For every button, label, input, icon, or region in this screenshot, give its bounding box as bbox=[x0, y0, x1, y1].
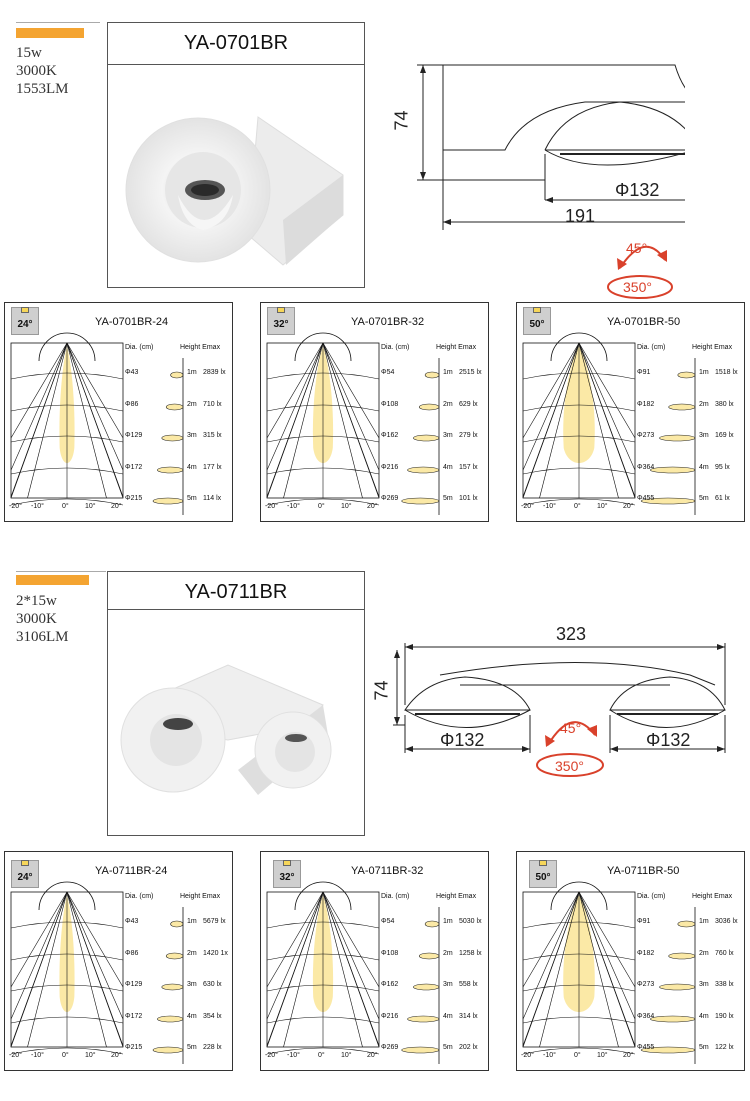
row-diameter: Φ455 bbox=[637, 495, 655, 502]
spot-ellipse bbox=[153, 498, 183, 504]
row-lux: 3036 lx bbox=[715, 918, 738, 925]
row-lux: 101 lx bbox=[459, 495, 478, 502]
row-diameter: Φ162 bbox=[381, 432, 399, 439]
polar-diagram bbox=[5, 303, 234, 523]
product-photo bbox=[108, 610, 364, 834]
axis-tick-label: -20° bbox=[265, 503, 278, 510]
tilt-angle-label: 45° bbox=[626, 240, 648, 256]
polar-diagram bbox=[5, 852, 234, 1072]
row-lux: 380 lx bbox=[715, 401, 734, 408]
polar-diagram bbox=[261, 303, 490, 523]
axis-tick-label: 20° bbox=[623, 1052, 634, 1059]
row-diameter: Φ215 bbox=[125, 1044, 143, 1051]
panel-title: YA-0701BR-24 bbox=[95, 316, 169, 328]
row-height: 4m bbox=[443, 1013, 453, 1020]
rotation-angle-label: 350° bbox=[623, 279, 652, 295]
spot-ellipse bbox=[413, 435, 439, 441]
row-lux: 177 lx bbox=[203, 464, 222, 471]
model-title: YA-0701BR bbox=[183, 32, 289, 54]
row-diameter: Φ273 bbox=[637, 981, 655, 988]
axis-tick-label: 0° bbox=[574, 1052, 581, 1059]
row-diameter: Φ269 bbox=[381, 1044, 399, 1051]
axis-tick-label: 10° bbox=[85, 503, 96, 510]
spec-power: 15w bbox=[16, 45, 42, 61]
row-diameter: Φ54 bbox=[381, 369, 395, 376]
axis-tick-label: 0° bbox=[318, 503, 325, 510]
row-lux: 1518 lx bbox=[715, 369, 738, 376]
beam-panel bbox=[4, 302, 233, 522]
beam-angle: 32° bbox=[279, 872, 295, 883]
dim-length: 323 bbox=[556, 624, 587, 644]
spot-ellipse bbox=[660, 435, 696, 441]
dim-diameter-left: Φ132 bbox=[440, 730, 485, 750]
dim-diameter: Φ132 bbox=[615, 180, 660, 200]
radial-line bbox=[67, 343, 123, 497]
height-header: Height Emax bbox=[180, 344, 221, 351]
row-diameter: Φ43 bbox=[125, 369, 139, 376]
accent-bar bbox=[16, 575, 89, 585]
height-header: Height Emax bbox=[692, 893, 733, 900]
row-height: 3m bbox=[699, 432, 709, 439]
radial-line bbox=[11, 343, 67, 498]
axis-tick-label: 20° bbox=[111, 1052, 122, 1059]
axis-tick-label: 10° bbox=[85, 1052, 96, 1059]
spot-ellipse bbox=[166, 953, 183, 959]
model-title: YA-0711BR bbox=[184, 581, 288, 603]
spot-ellipse bbox=[402, 1047, 439, 1053]
row-lux: 629 lx bbox=[459, 401, 478, 408]
row-diameter: Φ108 bbox=[381, 950, 399, 957]
axis-tick-label: -20° bbox=[265, 1052, 278, 1059]
row-diameter: Φ43 bbox=[125, 918, 139, 925]
row-lux: 122 lx bbox=[715, 1044, 734, 1051]
row-diameter: Φ364 bbox=[637, 1013, 655, 1020]
row-height: 3m bbox=[699, 981, 709, 988]
spot-ellipse bbox=[171, 921, 183, 927]
row-lux: 630 lx bbox=[203, 981, 222, 988]
row-height: 5m bbox=[187, 1044, 197, 1051]
beam-panel bbox=[516, 851, 745, 1071]
polar-diagram bbox=[517, 852, 746, 1072]
spot-ellipse bbox=[678, 921, 695, 927]
row-diameter: Φ182 bbox=[637, 950, 655, 957]
beam-panel bbox=[260, 302, 489, 522]
spec-lumen: 1553LM bbox=[16, 81, 69, 97]
spot-ellipse bbox=[678, 372, 695, 378]
panel-title: YA-0701BR-32 bbox=[351, 316, 425, 328]
row-height: 3m bbox=[443, 981, 453, 988]
beam-panel bbox=[516, 302, 745, 522]
spot-ellipse bbox=[166, 404, 183, 410]
row-height: 4m bbox=[187, 464, 197, 471]
row-height: 1m bbox=[699, 918, 709, 925]
beam-angle: 24° bbox=[17, 872, 33, 883]
dia-header: Dia. (cm) bbox=[381, 893, 410, 900]
dia-header: Dia. (cm) bbox=[125, 893, 154, 900]
polar-diagram bbox=[261, 852, 490, 1072]
spot-ellipse bbox=[162, 435, 183, 441]
row-lux: 558 lx bbox=[459, 981, 478, 988]
product-photo-box bbox=[107, 571, 365, 836]
axis-tick-label: -10° bbox=[287, 503, 300, 510]
accent-bar bbox=[16, 28, 84, 38]
axis-tick-label: -20° bbox=[9, 503, 22, 510]
axis-tick-label: -20° bbox=[521, 503, 534, 510]
row-height: 5m bbox=[187, 495, 197, 502]
beam-angle: 32° bbox=[273, 319, 289, 330]
spot-ellipse bbox=[171, 372, 183, 378]
dia-header: Dia. (cm) bbox=[637, 344, 666, 351]
row-lux: 314 lx bbox=[459, 1013, 478, 1020]
spot-ellipse bbox=[669, 953, 695, 959]
radial-line bbox=[67, 892, 123, 1046]
axis-tick-label: -20° bbox=[521, 1052, 534, 1059]
row-height: 2m bbox=[699, 401, 709, 408]
product-photo-box bbox=[107, 22, 365, 288]
spot-ellipse bbox=[660, 984, 696, 990]
row-diameter: Φ54 bbox=[381, 918, 395, 925]
axis-tick-label: 10° bbox=[341, 1052, 352, 1059]
height-header: Height Emax bbox=[692, 344, 733, 351]
beam-angle: 50° bbox=[529, 319, 545, 330]
panel-title: YA-0711BR-24 bbox=[95, 865, 168, 877]
row-diameter: Φ108 bbox=[381, 401, 399, 408]
row-lux: 95 lx bbox=[715, 464, 730, 471]
row-diameter: Φ182 bbox=[637, 401, 655, 408]
radial-line bbox=[11, 892, 67, 1047]
axis-tick-label: -20° bbox=[9, 1052, 22, 1059]
row-diameter: Φ216 bbox=[381, 1013, 399, 1020]
row-lux: 315 lx bbox=[203, 432, 222, 439]
spot-ellipse bbox=[413, 984, 439, 990]
axis-tick-label: 20° bbox=[623, 503, 634, 510]
height-header: Height Emax bbox=[436, 344, 477, 351]
spec-power: 2*15w bbox=[16, 593, 57, 609]
spec-list bbox=[16, 44, 69, 98]
spec-color-temp: 3000K bbox=[16, 63, 57, 79]
row-diameter: Φ216 bbox=[381, 464, 399, 471]
row-diameter: Φ215 bbox=[125, 495, 143, 502]
dim-height: 74 bbox=[371, 680, 392, 701]
row-height: 2m bbox=[443, 401, 453, 408]
beam-panel bbox=[4, 851, 233, 1071]
row-height: 2m bbox=[699, 950, 709, 957]
row-diameter: Φ455 bbox=[637, 1044, 655, 1051]
row-lux: 2515 lx bbox=[459, 369, 482, 376]
accent-line bbox=[16, 22, 100, 23]
beam-angle: 24° bbox=[17, 319, 33, 330]
row-lux: 228 lx bbox=[203, 1044, 222, 1051]
row-diameter: Φ129 bbox=[125, 432, 143, 439]
axis-tick-label: -10° bbox=[543, 503, 556, 510]
dia-header: Dia. (cm) bbox=[381, 344, 410, 351]
spot-ellipse bbox=[157, 467, 183, 473]
row-lux: 114 lx bbox=[203, 495, 222, 502]
dim-height: 74 bbox=[391, 110, 412, 131]
row-height: 3m bbox=[187, 432, 197, 439]
spot-ellipse bbox=[408, 467, 439, 473]
spot-ellipse bbox=[669, 404, 695, 410]
row-height: 1m bbox=[699, 369, 709, 376]
dia-header: Dia. (cm) bbox=[637, 893, 666, 900]
axis-tick-label: 0° bbox=[574, 503, 581, 510]
spot-ellipse bbox=[162, 984, 183, 990]
row-diameter: Φ364 bbox=[637, 464, 655, 471]
row-lux: 5679 lx bbox=[203, 918, 226, 925]
axis-tick-label: 10° bbox=[341, 503, 352, 510]
spot-ellipse bbox=[153, 1047, 183, 1053]
spot-ellipse bbox=[650, 1016, 695, 1022]
row-diameter: Φ91 bbox=[637, 918, 651, 925]
axis-tick-label: 10° bbox=[597, 503, 608, 510]
row-height: 1m bbox=[187, 918, 197, 925]
row-diameter: Φ269 bbox=[381, 495, 399, 502]
polar-diagram bbox=[517, 303, 746, 523]
axis-tick-label: 20° bbox=[111, 503, 122, 510]
product-photo bbox=[108, 65, 364, 287]
dim-length: 191 bbox=[565, 206, 596, 226]
row-height: 4m bbox=[187, 1013, 197, 1020]
spot-ellipse bbox=[402, 498, 439, 504]
row-lux: 760 lx bbox=[715, 950, 734, 957]
row-lux: 202 lx bbox=[459, 1044, 478, 1051]
row-height: 4m bbox=[699, 1013, 709, 1020]
row-lux: 710 lx bbox=[203, 401, 222, 408]
row-diameter: Φ172 bbox=[125, 1013, 143, 1020]
row-diameter: Φ86 bbox=[125, 950, 139, 957]
row-height: 4m bbox=[699, 464, 709, 471]
row-lux: 338 lx bbox=[715, 981, 734, 988]
row-height: 5m bbox=[699, 1044, 709, 1051]
axis-tick-label: 20° bbox=[367, 503, 378, 510]
panel-title: YA-0711BR-50 bbox=[607, 865, 680, 877]
row-lux: 169 lx bbox=[715, 432, 734, 439]
spot-ellipse bbox=[650, 467, 695, 473]
row-lux: 190 lx bbox=[715, 1013, 734, 1020]
row-lux: 1258 lx bbox=[459, 950, 482, 957]
accent-line bbox=[16, 571, 106, 572]
dia-header: Dia. (cm) bbox=[125, 344, 154, 351]
spec-color-temp: 3000K bbox=[16, 611, 57, 627]
axis-tick-label: 0° bbox=[318, 1052, 325, 1059]
row-height: 2m bbox=[187, 950, 197, 957]
axis-tick-label: -10° bbox=[287, 1052, 300, 1059]
row-diameter: Φ273 bbox=[637, 432, 655, 439]
axis-tick-label: -10° bbox=[31, 503, 44, 510]
row-diameter: Φ91 bbox=[637, 369, 651, 376]
spot-ellipse bbox=[157, 1016, 183, 1022]
panel-title: YA-0711BR-32 bbox=[351, 865, 424, 877]
row-diameter: Φ129 bbox=[125, 981, 143, 988]
row-height: 2m bbox=[443, 950, 453, 957]
panel-title: YA-0701BR-50 bbox=[607, 316, 681, 328]
row-lux: 1420 1x bbox=[203, 950, 228, 957]
row-diameter: Φ162 bbox=[381, 981, 399, 988]
beam-panel bbox=[260, 851, 489, 1071]
spot-ellipse bbox=[408, 1016, 439, 1022]
row-lux: 354 lx bbox=[203, 1013, 222, 1020]
axis-tick-label: 0° bbox=[62, 503, 69, 510]
spot-ellipse bbox=[425, 921, 439, 927]
row-lux: 61 lx bbox=[715, 495, 730, 502]
axis-tick-label: 20° bbox=[367, 1052, 378, 1059]
axis-tick-label: 10° bbox=[597, 1052, 608, 1059]
row-height: 1m bbox=[443, 369, 453, 376]
axis-tick-label: -10° bbox=[543, 1052, 556, 1059]
spec-list bbox=[16, 592, 69, 646]
spec-lumen: 3106LM bbox=[16, 629, 69, 645]
row-height: 1m bbox=[187, 369, 197, 376]
height-header: Height Emax bbox=[180, 893, 221, 900]
row-height: 1m bbox=[443, 918, 453, 925]
row-lux: 2839 lx bbox=[203, 369, 226, 376]
row-height: 5m bbox=[443, 495, 453, 502]
row-height: 4m bbox=[443, 464, 453, 471]
axis-tick-label: -10° bbox=[31, 1052, 44, 1059]
rotation-angle-label: 350° bbox=[555, 758, 584, 774]
row-height: 3m bbox=[443, 432, 453, 439]
spot-ellipse bbox=[419, 404, 439, 410]
row-height: 5m bbox=[699, 495, 709, 502]
row-height: 5m bbox=[443, 1044, 453, 1051]
row-lux: 157 lx bbox=[459, 464, 478, 471]
beam-angle: 50° bbox=[535, 872, 551, 883]
axis-tick-label: 0° bbox=[62, 1052, 69, 1059]
row-lux: 279 lx bbox=[459, 432, 478, 439]
tilt-angle-label: 45° bbox=[560, 720, 582, 736]
spot-ellipse bbox=[425, 372, 439, 378]
row-lux: 5030 lx bbox=[459, 918, 482, 925]
row-height: 2m bbox=[187, 401, 197, 408]
row-diameter: Φ172 bbox=[125, 464, 143, 471]
dim-diameter-right: Φ132 bbox=[646, 730, 691, 750]
spot-ellipse bbox=[419, 953, 439, 959]
row-diameter: Φ86 bbox=[125, 401, 139, 408]
height-header: Height Emax bbox=[436, 893, 477, 900]
row-height: 3m bbox=[187, 981, 197, 988]
